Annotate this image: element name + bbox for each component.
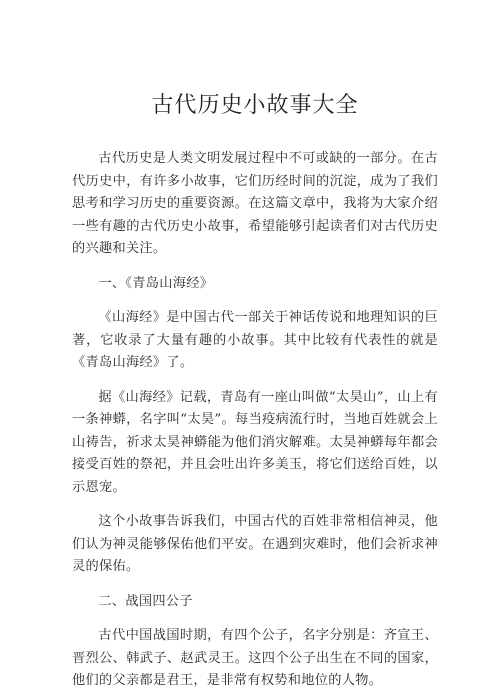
section-1-paragraph-1: 《山海经》是中国古代一部关于神话传说和地理知识的巨著，它收录了大量有趣的小故事。其中比较有代表性的就是《青岛山海经》了。	[72, 310, 438, 370]
section-1-paragraph-3: 这个小故事告诉我们，中国古代的百姓非常相信神灵，他们认为神灵能够保佑他们平安。在遇到灾难时，他们会祈求神灵的保佑。	[72, 514, 438, 574]
section-heading-1: 一、《青岛山海经》	[98, 275, 214, 291]
document-body	[72, 148, 438, 693]
section-heading-2: 二、战国四公子	[98, 593, 193, 609]
document-title: 古代历史小故事大全	[151, 93, 359, 118]
section-1-paragraph-2: 据《山海经》记载，青岛有一座山叫做“太昊山”，山上有一条神蟒，名字叫“太昊”。每当疫病流行时，当地百姓就会上山祷告，祈求太昊神蟒能为他们消灾解难。太昊神蟒每年都会接受百姓的祭祀，并且会吐出许多美玉，将它们送给百姓，以示恩宠。	[72, 389, 438, 495]
intro-paragraph: 古代历史是人类文明发展过程中不可或缺的一部分。在古代历史中，有许多小故事，它们历经时间的沉淀，成为了我们思考和学习历史的重要资源。在这篇文章中，我将为大家介绍一些有趣的古代历史小故事，希望能够引起读者们对古代历史的兴趣和关注。	[72, 151, 438, 256]
section-2-paragraph-1: 古代中国战国时期，有四个公子，名字分别是：齐宣王、晋烈公、韩武子、赵武灵王。这四个公子出生在不同的国家，他们的父亲都是君王，是非常有权势和地位的人物。	[72, 628, 438, 688]
